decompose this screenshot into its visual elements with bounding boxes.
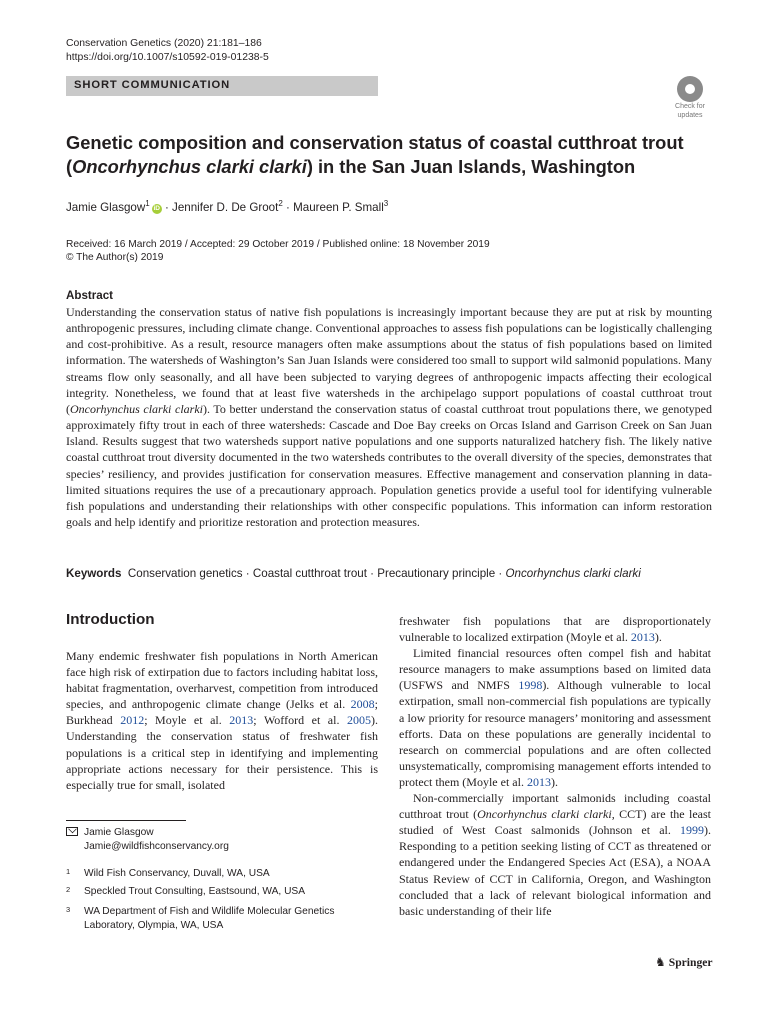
- citation-link[interactable]: 2012: [120, 713, 145, 728]
- envelope-icon: [66, 827, 78, 836]
- keywords-species: Oncorhynchus clarki clarki: [505, 567, 641, 580]
- springer-horse-icon: ♞: [655, 955, 666, 969]
- text-run: ). Understanding the conservation status of freshwater fish populations is a critical step in identifying and implementing appropriate actions necessary for their persistence. This is especially true for small, isolated: [66, 713, 378, 792]
- text-run: ; Wofford et al.: [253, 713, 347, 728]
- author-list: [66, 199, 388, 214]
- citation-link[interactable]: 2005: [347, 713, 371, 728]
- check-updates-icon: [677, 76, 703, 102]
- author-affiliation-marker: 1: [145, 199, 150, 208]
- abstract-species: Oncorhynchus clarki clarki: [70, 401, 204, 416]
- affiliation-text: Speckled Trout Consulting, Eastsound, WA, USA: [84, 886, 306, 897]
- text-run: CCT) are the least studied of West Coast salmonids (Johnson et al.: [399, 807, 711, 838]
- text-run: Many endemic freshwater fish populations in North American face high risk of extirpation due to factors including habitat loss, habitat fragmentation, overharvest, competition from introduced species, and anthropogenic climate change (Jelks et al.: [66, 649, 378, 712]
- affiliation-number: 3: [66, 905, 71, 914]
- check-for-updates-badge[interactable]: [669, 76, 711, 118]
- paragraph: [66, 648, 378, 793]
- article-type-banner: [66, 76, 378, 96]
- abstract-heading: Abstract: [66, 289, 114, 302]
- text-run: Non-commercially important salmonids including coastal cutthroat trout (: [399, 791, 711, 822]
- publication-dates: [66, 238, 490, 264]
- corresponding-author-name: Jamie Glasgow: [84, 827, 154, 838]
- title-text-2: ) in the San Juan Islands, Washington: [306, 156, 636, 177]
- citation-link[interactable]: 1999: [680, 823, 704, 838]
- badge-caption-line2: updates: [677, 111, 703, 119]
- publisher-logo: [655, 955, 713, 970]
- affiliation-number: 1: [66, 867, 71, 876]
- author-separator: ·: [161, 200, 173, 214]
- affiliation-text: Wild Fish Conservancy, Duvall, WA, USA: [84, 868, 270, 879]
- author-name[interactable]: Jennifer D. De Groot: [172, 200, 279, 214]
- paragraph: [399, 790, 711, 919]
- affiliation-text: WA Department of Fish and Wildlife Molecular Genetics Laboratory, Olympia, WA, USA: [84, 906, 335, 931]
- author-affiliation-marker: 3: [383, 199, 389, 208]
- author-name[interactable]: Maureen P. Small: [293, 200, 384, 214]
- section-heading-introduction: Introduction: [66, 611, 155, 628]
- orcid-icon[interactable]: iD: [153, 204, 160, 212]
- citation-link[interactable]: 2013: [526, 774, 551, 789]
- citation-link[interactable]: 2013: [630, 630, 655, 645]
- keywords-label: Keywords: [66, 567, 122, 580]
- text-run: ; Moyle et al.: [144, 713, 230, 728]
- copyright-line: © The Author(s) 2019: [66, 252, 164, 263]
- paragraph: [399, 645, 711, 790]
- text-run: ).: [654, 630, 662, 645]
- corresponding-author: [66, 826, 378, 856]
- badge-caption-line1: Check for: [675, 103, 705, 110]
- journal-header: [66, 37, 269, 64]
- citation-link[interactable]: 2013: [229, 713, 254, 728]
- article-title: [66, 131, 706, 179]
- affiliation-number: 2: [66, 885, 71, 894]
- citation-link[interactable]: 1998: [518, 678, 543, 693]
- text-run: ). Although vulnerable to local extirpation, small non-commercial fish populations are typically a low priority for resource managers’ monitoring and assessment efforts. Data on these populations are generally incidental to research on commercial populations and are often collected unsystematically, compromising management efforts intended to protect them (Moyle et al.: [399, 678, 711, 789]
- text-run: ). Responding to a petition seeking listing of CCT as threatened or endangered under the Endangered Species Act (ESA), a NOAA Status Review of CCT in California, Oregon, and Washington concluded that a lack of relevant biological information and basic understanding of their life: [399, 823, 711, 918]
- text-run: freshwater fish populations that are disproportionately vulnerable to localized extirpation (Moyle et al.: [399, 614, 711, 645]
- affiliation: [66, 867, 378, 881]
- abstract-part-2: ). To better understand the conservation status of coastal cutthroat trout populations there, we genotyped approximately fifty trout in each of three watersheds: Cascade and Doe Bay creeks on Orcas Island and Garrison Creek on San Juan Island. Results suggest that two watersheds support native populations and one supports naturalized hatchery fish. The likely native coastal cutthroat trout diversity documented in the two watersheds contributes to the overall diversity of the species, demonstrates that species’ resiliency, and provides justification for conservation measures. Effective management and conservation planning in data-limited situations requires the use of a precautionary approach. Population genetics provide a useful tool for identifying vulnerable fish populations and understanding their relationships with other conspecific populations. This information can inform restoration goals and help identify and prioritize restoration and protection measures.: [66, 401, 712, 530]
- species-name: Oncorhynchus clarki clarki,: [477, 807, 615, 822]
- text-run: ).: [550, 774, 558, 789]
- dates-line: Received: 16 March 2019 / Accepted: 29 October 2019 / Published online: 18 November 2019: [66, 239, 490, 250]
- title-text-1: Genetic composition and conservation status of coastal cutthroat trout (: [66, 132, 684, 177]
- text-run: ; Burkhead: [66, 697, 378, 728]
- publisher-name: Springer: [668, 956, 713, 969]
- citation-link[interactable]: 2008: [350, 697, 375, 712]
- keywords: [66, 567, 712, 580]
- intro-column-left: [66, 648, 378, 793]
- affiliation: [66, 905, 378, 933]
- journal-citation: Conservation Genetics (2020) 21:181–186: [66, 38, 262, 49]
- paragraph: [399, 613, 711, 645]
- intro-column-right: [399, 613, 711, 919]
- footnote-divider: [66, 820, 186, 821]
- text-run: Limited financial resources often compel fish and habitat resource managers to make assumptions based on limited data (USFWS and NMFS: [399, 646, 711, 693]
- article-type-label: SHORT COMMUNICATION: [74, 79, 231, 91]
- corresponding-author-email[interactable]: Jamie@wildfishconservancy.org: [84, 841, 229, 852]
- author-name[interactable]: Jamie Glasgow: [66, 200, 146, 214]
- abstract-text: [66, 304, 712, 530]
- keywords-text: Conservation genetics · Coastal cutthroat trout · Precautionary principle ·: [127, 567, 506, 580]
- affiliation: [66, 885, 378, 899]
- author-separator: ·: [282, 200, 294, 214]
- title-species: Oncorhynchus clarki clarki: [72, 156, 307, 177]
- doi-link[interactable]: https://doi.org/10.1007/s10592-019-01238-5: [66, 51, 269, 63]
- abstract-part-1: Understanding the conservation status of native fish populations is increasingly important because they are put at risk by mounting anthropogenic pressures, including climate change. Conventional approaches to assess fish populations can be logistically challenging and cost-prohibitive. As a result, resource managers often make assumptions about the status of fish populations based on limited information. The watersheds of Washington’s San Juan Islands were considered too small to support wild salmonid populations. Many streams flow only seasonally, and all have been subjected to varying degrees of anthropogenic impacts affecting their ecological integrity. Nonetheless, we found that at least five watersheds in the archipelago support populations of coastal cutthroat trout (: [66, 305, 712, 416]
- author-affiliation-marker: 2: [278, 199, 283, 208]
